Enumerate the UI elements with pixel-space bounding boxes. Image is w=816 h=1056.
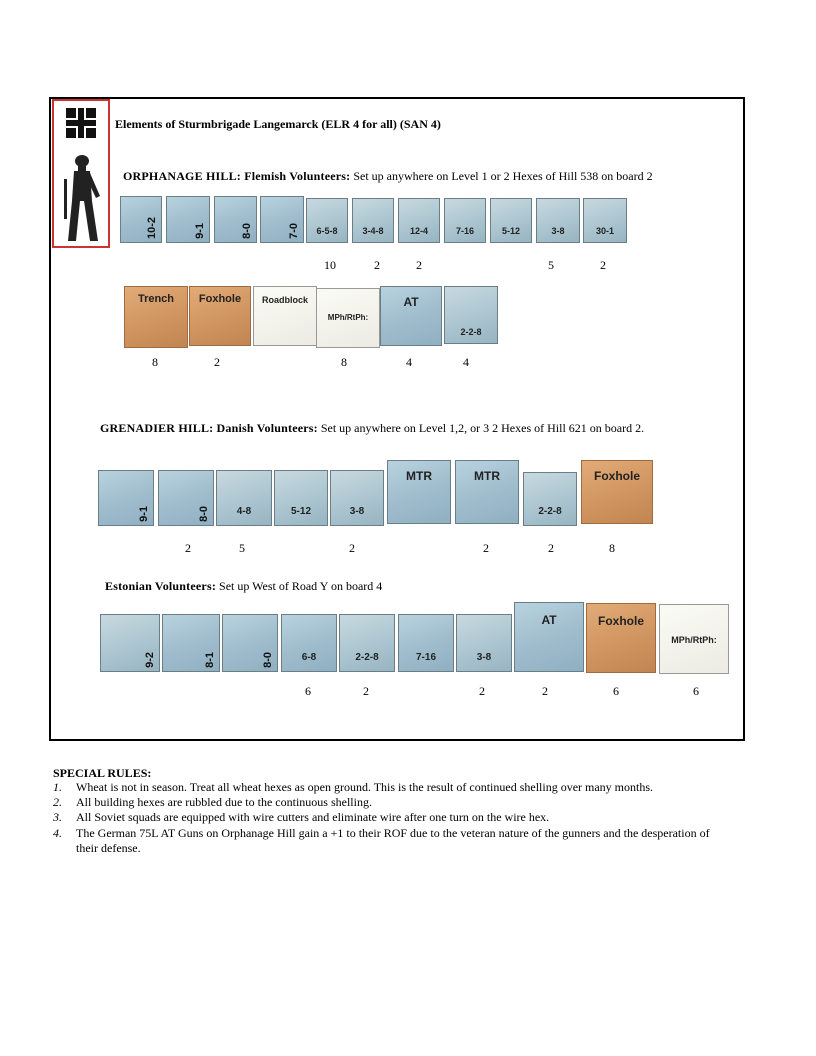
counter-wire: MPh/RtPh: xyxy=(316,288,380,348)
counter-weapon: 7-16 xyxy=(444,198,486,243)
rule-number: 3. xyxy=(53,810,62,824)
section-heading-bold: Estonian Volunteers: xyxy=(105,579,217,593)
count-label: 10 xyxy=(324,258,336,272)
counter-leader: 10-2 xyxy=(120,196,162,243)
counter-mortar: MTR xyxy=(387,460,451,524)
section-heading-bold: GRENADIER HILL: Danish Volunteers: xyxy=(100,421,318,435)
special-rule-item xyxy=(53,795,753,810)
counter-squad: 6-8 xyxy=(281,614,337,672)
section-heading-bold: ORPHANAGE HILL: Flemish Volunteers: xyxy=(123,169,351,183)
special-rule-item xyxy=(53,780,753,795)
count-label: 2 xyxy=(542,684,548,698)
counter-crew: 2-2-8 xyxy=(523,472,577,526)
counter-roadblock: Roadblock xyxy=(253,286,317,346)
counter-foxhole: Foxhole xyxy=(581,460,653,524)
counter-trench: Trench xyxy=(124,286,188,348)
count-label: 8 xyxy=(152,355,158,369)
count-label: 6 xyxy=(613,684,619,698)
counter-mortar: MTR xyxy=(455,460,519,524)
counter-crew: 2-2-8 xyxy=(339,614,395,672)
counter-wire: MPh/RtPh: xyxy=(659,604,729,674)
scenario-title: Elements of Sturmbrigade Langemarck (ELR 4 for all) (SAN 4) xyxy=(115,117,441,131)
rule-text: Wheat is not in season. Treat all wheat hexes as open ground. This is the result of continued shelling over many months. xyxy=(76,780,654,794)
count-label: 6 xyxy=(693,684,699,698)
counter-leader: 7-0 xyxy=(260,196,304,243)
count-label: 2 xyxy=(416,258,422,272)
counter-foxhole: Foxhole xyxy=(586,603,656,673)
count-label: 2 xyxy=(548,541,554,555)
rule-number: 4. xyxy=(53,826,62,840)
section-heading-orphanage xyxy=(123,169,653,184)
counter-leader: 8-0 xyxy=(214,196,257,243)
count-label: 5 xyxy=(548,258,554,272)
count-label: 5 xyxy=(239,541,245,555)
counter-leader: 9-1 xyxy=(166,196,210,243)
count-label: 8 xyxy=(341,355,347,369)
rule-text: All Soviet squads are equipped with wire cutters and eliminate wire after one turn on the wire hex. xyxy=(76,810,550,824)
count-label: 2 xyxy=(374,258,380,272)
count-label: 2 xyxy=(483,541,489,555)
count-label: 2 xyxy=(363,684,369,698)
iron-cross-icon xyxy=(54,101,108,246)
count-label: 2 xyxy=(185,541,191,555)
counter-leader: 9-1 xyxy=(98,470,154,526)
counter-weapon: 3-8 xyxy=(330,470,384,526)
counter-at-gun: AT xyxy=(380,286,442,346)
section-heading-text: Set up anywhere on Level 1 or 2 Hexes of Hill 538 on board 2 xyxy=(350,169,653,183)
counter-weapon: 3-8 xyxy=(536,198,580,243)
rule-text: All building hexes are rubbled due to the continuous shelling. xyxy=(76,795,372,809)
counter-leader: 8-1 xyxy=(162,614,220,672)
count-label: 6 xyxy=(305,684,311,698)
counter-at-gun: AT xyxy=(514,602,584,672)
section-heading-estonian xyxy=(105,579,382,594)
section-heading-text: Set up anywhere on Level 1,2, or 3 2 Hexes of Hill 621 on board 2. xyxy=(317,421,645,435)
counter-crew: 2-2-8 xyxy=(444,286,498,344)
counter-leader: 8-0 xyxy=(222,614,278,672)
count-label: 2 xyxy=(349,541,355,555)
counter-weapon: 7-16 xyxy=(398,614,454,672)
count-label: 2 xyxy=(479,684,485,698)
counter-squad: 6-5-8 xyxy=(306,198,348,243)
counter-weapon: 5-12 xyxy=(274,470,328,526)
section-heading-grenadier xyxy=(100,421,644,436)
counter-weapon: 3-8 xyxy=(456,614,512,672)
counter-squad: 3-4-8 xyxy=(352,198,394,243)
counter-weapon: 12-4 xyxy=(398,198,440,243)
section-heading-text: Set up West of Road Y on board 4 xyxy=(216,579,383,593)
counter-foxhole: Foxhole xyxy=(189,286,251,346)
count-label: 8 xyxy=(609,541,615,555)
counter-squad: 4-8 xyxy=(216,470,272,526)
counter-weapon: 5-12 xyxy=(490,198,532,243)
soldier-logo xyxy=(52,99,110,248)
count-label: 2 xyxy=(600,258,606,272)
special-rule-item xyxy=(53,826,723,856)
rule-number: 2. xyxy=(53,795,62,809)
rule-text: The German 75L AT Guns on Orphanage Hill gain a +1 to their ROF due to the veteran nature of the gunners and the desperation of their defense. xyxy=(76,826,710,855)
count-label: 4 xyxy=(406,355,412,369)
count-label: 2 xyxy=(214,355,220,369)
counter-leader: 8-0 xyxy=(158,470,214,526)
rule-number: 1. xyxy=(53,780,62,794)
counter-weapon: 30-1 xyxy=(583,198,627,243)
special-rules-heading: SPECIAL RULES: xyxy=(53,766,152,780)
counter-leader: 9-2 xyxy=(100,614,160,672)
special-rule-item xyxy=(53,810,753,825)
count-label: 4 xyxy=(463,355,469,369)
